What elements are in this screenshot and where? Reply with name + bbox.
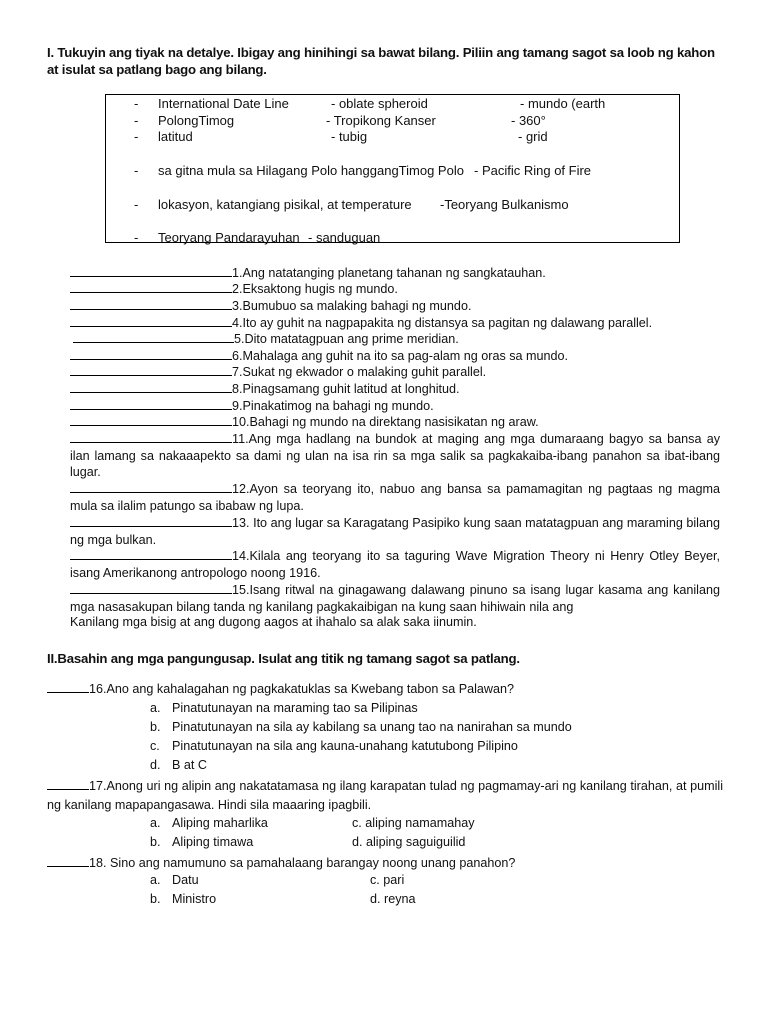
answer-blank[interactable] <box>47 680 89 693</box>
question-14: 14.Kilala ang teoryang ito sa taguring Wave Migration Theory ni Henry Otley Beyer, isang Amerikanong antropologo noong 1916. <box>70 549 720 580</box>
bullet: - <box>134 230 139 245</box>
choice-lokasyon: lokasyon, katangiang pisikal, at temperature <box>158 197 412 212</box>
option-17c: c. aliping namamahay <box>352 816 475 830</box>
question-3: 3.Bumubuo sa malaking bahagi ng mundo. <box>70 297 720 315</box>
answer-blank[interactable] <box>70 314 232 327</box>
question-18: 18. Sino ang namumuno sa pamahalaang barangay noong unang panahon? <box>47 854 723 873</box>
question-8: 8.Pinagsamang guhit latitud at longhitud. <box>70 380 720 398</box>
option-17d: d. aliping saguiguilid <box>352 835 466 849</box>
question-7: 7.Sukat ng ekwador o malaking guhit parallel. <box>70 363 720 381</box>
answer-blank[interactable] <box>47 854 89 867</box>
answer-blank[interactable] <box>70 547 232 560</box>
question-16: 16.Ano ang kahalagahan ng pagkakatuklas sa Kwebang tabon sa Palawan? <box>47 680 723 699</box>
question-4: 4.Ito ay guhit na nagpapakita ng distansya sa pagitan ng dalawang parallel. <box>70 314 720 332</box>
answer-blank[interactable] <box>70 363 232 376</box>
answer-blank[interactable] <box>70 264 232 277</box>
answer-blank[interactable] <box>47 777 89 790</box>
part2-heading: II.Basahin ang mga pangungusap. Isulat ang titik ng tamang sagot sa patlang. <box>47 651 520 666</box>
choice-tropiko: - Tropikong Kanser <box>326 113 436 128</box>
option-18a: a. Datu <box>150 873 199 887</box>
question-10: 10.Bahagi ng mundo na direktang nasisikatan ng araw. <box>70 413 720 431</box>
choice-360: - 360° <box>511 113 546 128</box>
part1-heading: I. Tukuyin ang tiyak na detalye. Ibigay ang hinihingi sa bawat bilang. Piliin ang tamang sagot sa loob ng kahon at isulat sa patlang bago ang bilang. <box>47 45 715 77</box>
choice-gitna: sa gitna mula sa Hilagang Polo hanggangTimog Polo <box>158 163 464 178</box>
bullet: - <box>134 129 139 144</box>
answer-blank[interactable] <box>70 347 232 360</box>
question-6: 6.Mahalaga ang guhit na ito sa pag-alam ng oras sa mundo. <box>70 347 720 365</box>
answer-blank[interactable] <box>70 413 232 426</box>
question-9: 9.Pinakatimog na bahagi ng mundo. <box>70 397 720 415</box>
question-1: 1.Ang natatanging planetang tahanan ng sangkatauhan. <box>70 264 720 282</box>
question-2: 2.Eksaktong hugis ng mundo. <box>70 280 720 298</box>
question-5: 5.Dito matatagpuan ang prime meridian. <box>73 330 723 348</box>
option-16d: d. B at C <box>150 758 207 772</box>
bullet: - <box>134 197 139 212</box>
choice-ring-of-fire: - Pacific Ring of Fire <box>474 163 592 178</box>
choice-oblate: - oblate spheroid <box>331 96 428 111</box>
bullet: - <box>134 163 139 178</box>
question-15: 15.Isang ritwal na ginagawang dalawang pinuno sa isang lugar kasama ang kanilang mga nasasakupan bilang tanda ng kanilang pagkakaibigan na kung saan hihiwain nila ang <box>70 583 720 614</box>
option-17a: a. Aliping maharlika <box>150 816 268 830</box>
option-18b: b. Ministro <box>150 892 217 906</box>
bullet: - <box>134 96 139 111</box>
question-13: 13. Ito ang lugar sa Karagatang Pasipiko kung saan matatagpuan ang maraming bilang ng mga bulkan. <box>70 516 720 547</box>
answer-blank[interactable] <box>70 581 232 594</box>
choice-sanduguan: - sanduguan <box>308 230 381 245</box>
answer-blank[interactable] <box>70 397 232 410</box>
choice-mundo: - mundo (earth <box>520 96 606 111</box>
choice-grid: - grid <box>518 129 548 144</box>
question-12: 12.Ayon sa teoryang ito, nabuo ang bansa sa pamamagitan ng pagtaas ng magma mula sa ilalim patungo sa ibabaw ng lupa. <box>70 482 720 513</box>
choice-idl: International Date Line <box>158 96 289 111</box>
answer-blank[interactable] <box>70 480 232 493</box>
answer-blank[interactable] <box>70 514 232 527</box>
choice-tubig: - tubig <box>331 129 368 144</box>
option-18c: c. pari <box>370 873 405 887</box>
option-18d: d. reyna <box>370 892 416 906</box>
choice-pandarayuhan: Teoryang Pandarayuhan <box>158 230 300 245</box>
answer-blank[interactable] <box>70 380 232 393</box>
option-16b: b. Pinatutunayan na sila ay kabilang sa unang tao na nanirahan sa mundo <box>150 720 572 734</box>
option-16c: c. Pinatutunayan na sila ang kauna-unahang katutubong Pilipino <box>150 739 518 753</box>
bullet: - <box>134 113 139 128</box>
question-15-continued: Kanilang mga bisig at ang dugong aagos at ihahalo sa alak saka iinumin. <box>70 615 477 629</box>
answer-blank[interactable] <box>70 430 232 443</box>
answer-choices-box <box>105 94 680 243</box>
answer-blank[interactable] <box>73 330 234 343</box>
answer-blank[interactable] <box>70 297 232 310</box>
option-16a: a. Pinatutunayan na maraming tao sa Pilipinas <box>150 701 418 715</box>
choice-bulkanismo: -Teoryang Bulkanismo <box>440 197 569 212</box>
choice-polong-timog: PolongTimog <box>158 113 235 128</box>
question-11: 11.Ang mga hadlang na bundok at maging ang mga dumaraang bagyo sa bansa ay ilan lamang sa nakaaapekto sa dami ng ulan na isa rin sa mga salik sa pagkakaiba-ibang panahon sa ibat-ibang lugar. <box>70 432 720 479</box>
answer-blank[interactable] <box>70 280 232 293</box>
question-17: 17.Anong uri ng alipin ang nakatatamasa ng ilang karapatan tulad ng pagmamay-ari ng kanilang tirahan, at pumili ng kanilang mapapangasawa. Hindi sila maaaring ipagbili. <box>47 779 723 812</box>
option-17b: b. Aliping timawa <box>150 835 254 849</box>
choice-latitud: latitud <box>158 129 193 144</box>
